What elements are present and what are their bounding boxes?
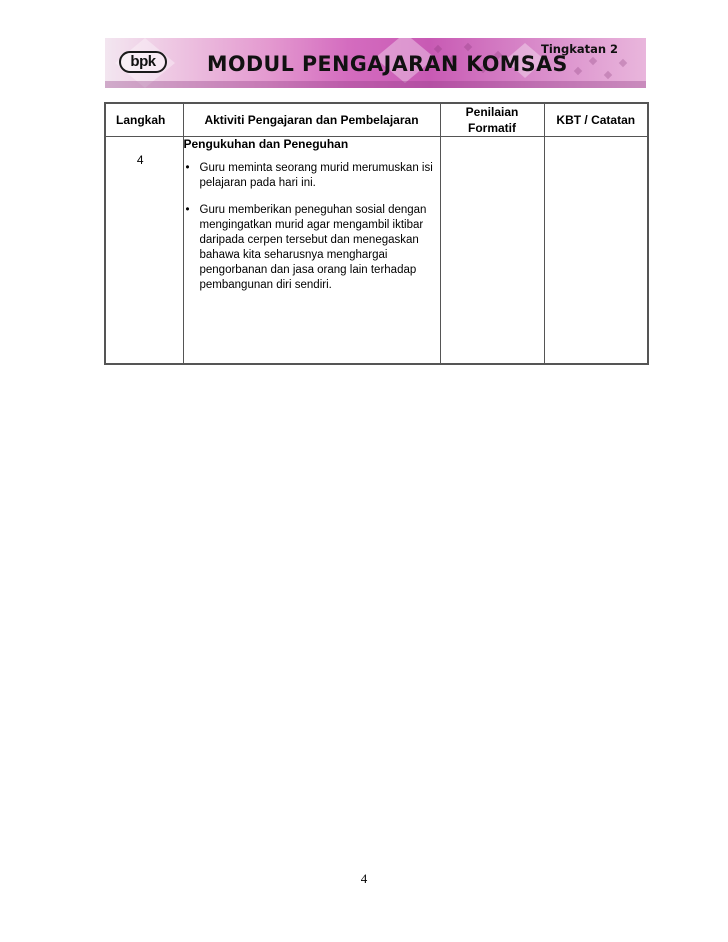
activity-cell (183, 137, 440, 365)
lesson-table (104, 102, 649, 365)
bullet-icon: • (185, 162, 190, 174)
col-header-notes: KBT / Catatan (544, 103, 648, 137)
list-item (184, 161, 440, 191)
col-header-formative-line2: Formatif (468, 121, 516, 135)
col-header-activity: Aktiviti Pengajaran dan Pembelajaran (183, 103, 440, 137)
grade-label: Tingkatan 2 (541, 42, 619, 56)
list-item (184, 203, 440, 293)
table-row (105, 137, 648, 365)
col-header-formative-line1: Penilaian (465, 105, 519, 119)
col-header-step: Langkah (105, 103, 183, 137)
activity-heading: Pengukuhan dan Peneguhan (183, 137, 349, 151)
table-header-row (105, 103, 648, 137)
bullet-text: Guru meminta seorang murid merumuskan isi pelajaran pada hari ini. (199, 162, 433, 189)
bullet-icon: • (185, 204, 190, 216)
formative-cell (440, 137, 544, 365)
module-title: MODUL PENGAJARAN KOMSAS (207, 52, 568, 76)
header-banner (105, 38, 646, 88)
bullet-text: Guru memberikan peneguhan sosial dengan mengingatkan murid agar mengambil iktibar daripada cerpen tersebut dan menegaskan bahawa kita seharusnya menghargai pengorbanan dan jasa orang lain terhadap pembangunan diri sendiri. (199, 204, 427, 291)
bpk-logo: bpk (119, 51, 167, 73)
step-number: 4 (136, 153, 144, 167)
page-number: 4 (360, 871, 368, 886)
notes-cell (544, 137, 648, 365)
step-cell (105, 137, 183, 365)
col-header-formative (440, 103, 544, 137)
